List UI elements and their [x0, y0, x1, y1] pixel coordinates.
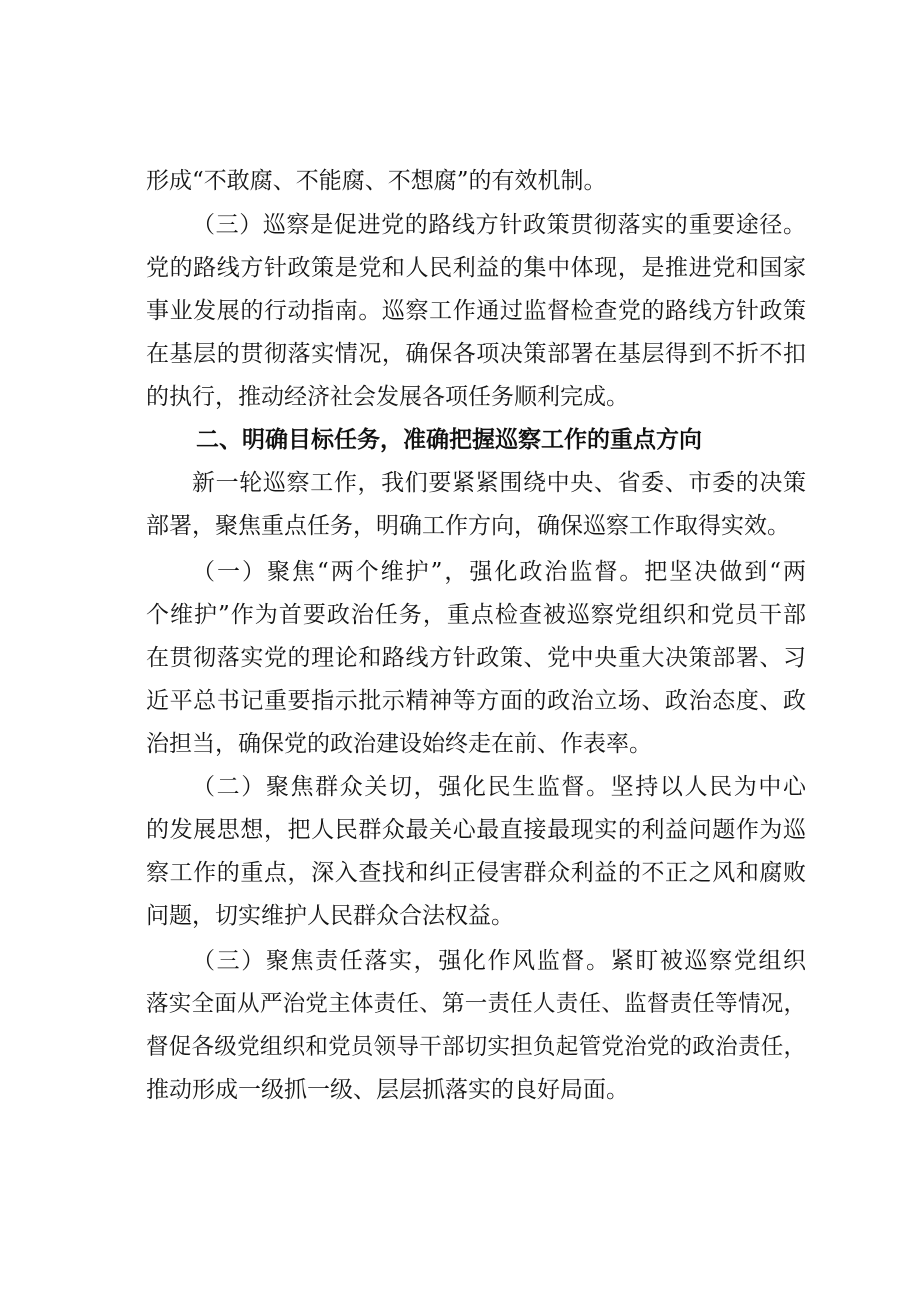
body-text-line: 治担当，确保党的政治建设始终走在前、作表率。 — [146, 731, 652, 757]
body-text-line: （一）聚焦“两个维护”，强化政治监督。把坚决做到“两 — [192, 559, 806, 585]
body-text-line: 党的路线方针政策是党和人民利益的集中体现，是推进党和国家 — [146, 255, 806, 281]
body-text-line: 在基层的贯彻落实情况，确保各项决策部署在基层得到不折不扣 — [146, 341, 806, 367]
body-text-line: 落实全面从严治党主体责任、第一责任人责任、监督责任等情况， — [146, 991, 806, 1017]
body-text-line: 问题，切实维护人民群众合法权益。 — [146, 903, 514, 929]
body-text-line: 督促各级党组织和党员领导干部切实担负起管党治党的政治责任， — [146, 1034, 806, 1060]
body-text-line: 察工作的重点，深入查找和纠正侵害群众利益的不正之风和腐败 — [146, 860, 806, 886]
body-text-line: 的发展思想，把人民群众最关心最直接最现实的利益问题作为巡 — [146, 817, 806, 843]
body-text-line: 新一轮巡察工作，我们要紧紧围绕中央、省委、市委的决策 — [192, 470, 806, 496]
body-text-line: （二）聚焦群众关切，强化民生监督。坚持以人民为中心 — [192, 774, 806, 800]
body-text-line: 在贯彻落实党的理论和路线方针政策、党中央重大决策部署、习 — [146, 645, 806, 671]
body-text-line: 形成“不敢腐、不能腐、不想腐”的有效机制。 — [146, 168, 607, 194]
body-text-line: 事业发展的行动指南。巡察工作通过监督检查党的路线方针政策 — [146, 298, 806, 324]
body-text-line: 个维护”作为首要政治任务，重点检查被巡察党组织和党员干部 — [146, 602, 806, 628]
body-text-line: 近平总书记重要指示批示精神等方面的政治立场、政治态度、政 — [146, 688, 806, 714]
body-text-line: （三）聚焦责任落实，强化作风监督。紧盯被巡察党组织 — [192, 948, 806, 974]
body-text-line: 推动形成一级抓一级、层层抓落实的良好局面。 — [146, 1077, 629, 1103]
body-text-line: 部署，聚焦重点任务，明确工作方向，确保巡察工作取得实效。 — [146, 513, 790, 539]
body-text-line: （三）巡察是促进党的路线方针政策贯彻落实的重要途径。 — [192, 212, 806, 238]
body-text-line: 的执行，推动经济社会发展各项任务顺利完成。 — [146, 384, 629, 410]
section-heading: 二、明确目标任务，准确把握巡察工作的重点方向 — [196, 427, 702, 453]
